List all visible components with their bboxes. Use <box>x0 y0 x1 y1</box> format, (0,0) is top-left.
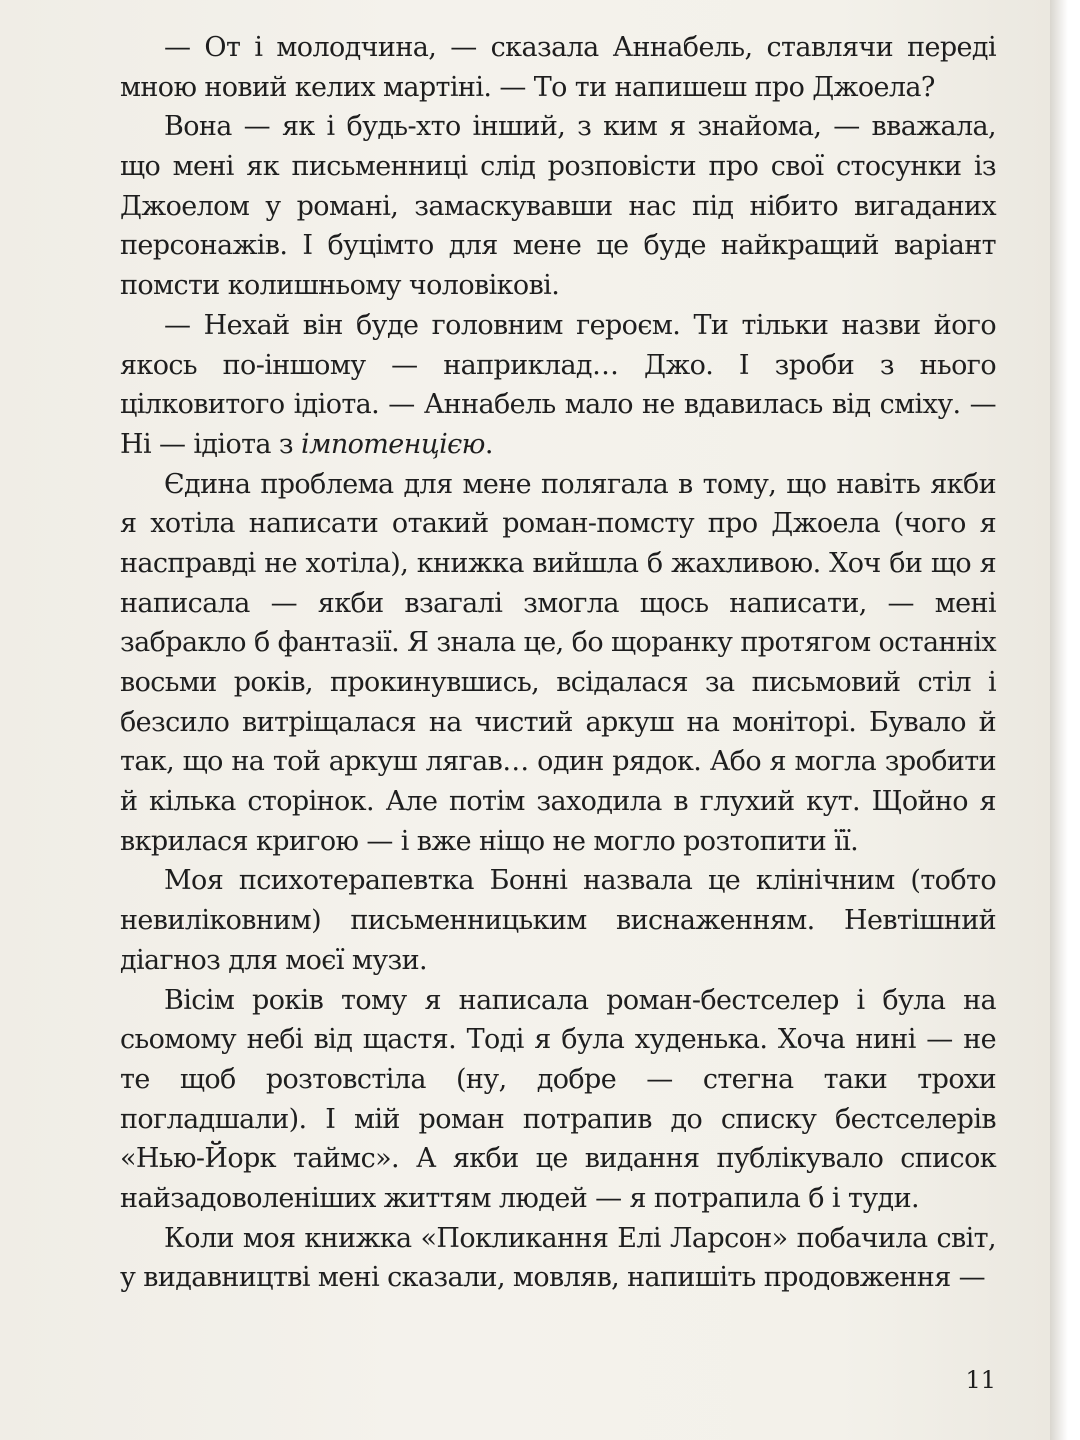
paragraph-6: Вісім років тому я написала роман-бестселер і була на сьомому небі від щастя. Тоді я була худенька. Хоча нині — не те щоб розтовстіла (ну, добре — стегна таки трохи погладшали). І мій роман потрапив до списку бестселерів «Нью-Йорк таймс». А якби це видання публікувало список найзадоволеніших життям людей — я потрапила б і туди. <box>120 984 996 1214</box>
paragraph-5: Моя психотерапевтка Бонні назвала це клінічним (тобто невиліковним) письменницьким виснаженням. Невтішний діагноз для моєї музи. <box>120 865 996 976</box>
paragraph-1: — От і молодчина, — сказала Аннабель, ставлячи переді мною новий келих мартіні. — То ти напишеш про Джоела? <box>120 32 996 103</box>
page-number: 11 <box>965 1366 996 1394</box>
page-edge <box>1050 0 1080 1440</box>
emphasis-word: імпотенцією <box>301 428 485 460</box>
paragraph-2: Вона — як і будь-хто інший, з ким я знайома, — вважала, що мені як письменниці слід розповісти про свої стосунки із Джоелом у романі, замаскувавши нас під нібито вигаданих персонажів. І буцімто для мене це буде найкращий варіант помсти колишньому чоловікові. <box>120 111 996 302</box>
paragraph-4: Єдина проблема для мене полягала в тому, що навіть якби я хотіла написати отакий роман-помсту про Джоела (чого я насправді не хотіла), книжка вийшла б жахливою. Хоч би що я написала — якби взагалі змогла щось написати, — мені забракло б фантазії. Я знала це, бо щоранку протягом останніх восьми років, прокинувшись, всідалася за письмовий стіл і безсило витріщалася на чистий аркуш на моніторі. Бувало й так, що на той аркуш лягав… один рядок. Або я могла зробити й кілька сторінок. Але потім заходила в глухий кут. Щойно я вкрилася кригою — і вже ніщо не могло розтопити її. <box>120 468 996 857</box>
page-text <box>120 28 996 1298</box>
paragraph-7: Коли моя книжка «Покликання Елі Ларсон» побачила світ, у видавництві мені сказали, мовляв, напишіть продовження — <box>120 1222 996 1294</box>
paragraph-3: — Нехай він буде головним героєм. Ти тільки назви його якось по-іншому — наприклад… Джо. І зроби з нього цілковитого ідіота. — Аннабель мало не вдавилась від сміху. — Ні — ідіота з імпотенцією. <box>120 309 996 460</box>
